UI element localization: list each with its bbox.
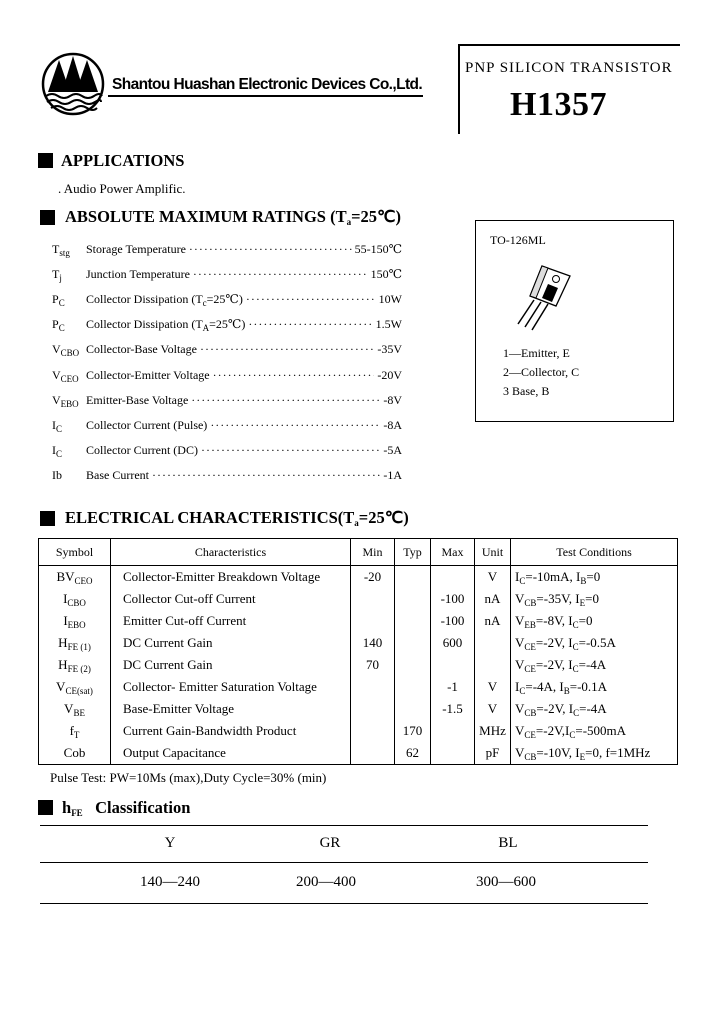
cell-characteristic: Current Gain-Bandwidth Product (111, 720, 351, 742)
rating-symbol (52, 317, 78, 333)
symbol-sub: FE (2) (67, 663, 91, 674)
rating-label-text: Collector Current (DC) (86, 443, 198, 457)
cell-test-condition: $I_C=-4A$, $I_B=-0.1A$ (511, 676, 678, 698)
rating-value: -1A (383, 468, 402, 482)
cell-characteristic: Collector-Emitter Breakdown Voltage (111, 566, 351, 589)
cell-test-condition: $V_{CB}=-10V$, $I_E=0$, f=1MHz (511, 742, 678, 765)
leader-dots (191, 393, 380, 408)
cell-test-condition: $V_{CE}=-2V$, $I_C=-0.5A$ (511, 632, 678, 654)
range-y: 140—240 (140, 874, 200, 890)
rating-label (86, 368, 210, 383)
cell-typ: 62 (395, 742, 431, 765)
table-row (39, 654, 678, 676)
abs-max-condition-sub: a (346, 217, 352, 227)
cell-min (351, 720, 395, 742)
package-name: TO-126ML (490, 233, 546, 247)
rating-symbol-main: T (52, 267, 60, 281)
rating-value: -35V (377, 342, 402, 356)
electrical-condition-end: =25℃) (358, 508, 409, 527)
cell-symbol (39, 742, 111, 765)
rating-symbol-sub: stg (59, 248, 70, 258)
cell-typ (395, 588, 431, 610)
company-logo (40, 50, 106, 118)
rating-symbol-sub: C (58, 323, 65, 333)
rating-label-text: Collector-Base Voltage (86, 342, 197, 356)
cell-typ: 170 (395, 720, 431, 742)
classification-rule-mid (40, 862, 648, 863)
symbol-main: V (64, 700, 74, 716)
electrical-title (65, 508, 409, 528)
leader-dots (213, 368, 375, 383)
rating-symbol-main: I (52, 443, 56, 457)
leader-dots (246, 292, 376, 307)
cell-min: 140 (351, 632, 395, 654)
pin-2: 2—Collector, C (503, 365, 580, 379)
cell-max (431, 742, 475, 765)
cell-typ (395, 654, 431, 676)
rating-value: 10W (378, 292, 402, 306)
rating-label (86, 242, 186, 257)
cell-unit: pF (475, 742, 511, 765)
symbol-sub: CBO (67, 597, 86, 608)
part-number: H1357 (510, 86, 607, 123)
col-min: Min (351, 539, 395, 566)
cell-symbol (39, 676, 111, 698)
rating-row (52, 393, 402, 413)
rating-row (52, 468, 402, 488)
leader-dots (152, 468, 380, 483)
abs-max-title (65, 207, 401, 227)
classification-title-text: Classification (95, 798, 191, 817)
rating-label (86, 443, 198, 458)
cell-min (351, 742, 395, 765)
rating-row (52, 368, 402, 388)
range-gr: 200—400 (296, 874, 356, 890)
cell-characteristic: Output Capacitance (111, 742, 351, 765)
leader-dots (210, 418, 380, 433)
cell-symbol (39, 566, 111, 589)
application-item: . Audio Power Amplific. (58, 181, 186, 196)
rating-symbol-main: P (52, 317, 59, 331)
rating-label (86, 317, 245, 333)
rating-symbol (52, 393, 78, 409)
symbol-sub: CEO (74, 575, 93, 586)
col-characteristics: Characteristics (111, 539, 351, 566)
cell-max: -1 (431, 676, 475, 698)
rating-symbol-sub: CEO (60, 374, 79, 384)
cell-min (351, 676, 395, 698)
cell-unit: V (475, 698, 511, 720)
cell-unit: nA (475, 610, 511, 632)
symbol-sub: BE (73, 707, 85, 718)
cell-typ (395, 632, 431, 654)
rating-value: 55-150℃ (354, 242, 402, 256)
header-divider (458, 44, 460, 134)
symbol-sub: T (73, 729, 80, 740)
table-row (39, 588, 678, 610)
rank-y: Y (164, 835, 176, 851)
table-row (39, 720, 678, 742)
cell-symbol (39, 654, 111, 676)
cell-min: 70 (351, 654, 395, 676)
rating-label (86, 418, 207, 433)
col-symbol: Symbol (39, 539, 111, 566)
header-top-rule (458, 44, 680, 46)
rank-gr: GR (319, 835, 341, 851)
cell-test-condition: $V_{CE}=-2V$, $I_C=-4A$ (511, 654, 678, 676)
cell-max: -1.5 (431, 698, 475, 720)
cell-characteristic: DC Current Gain (111, 632, 351, 654)
cell-unit: V (475, 676, 511, 698)
cell-max (431, 720, 475, 742)
cell-symbol (39, 632, 111, 654)
table-row (39, 676, 678, 698)
rating-label-text: Base Current (86, 468, 149, 482)
section-bullet (40, 210, 55, 225)
table-row (39, 632, 678, 654)
rating-label-end: =25℃) (206, 292, 243, 306)
symbol-sub: EBO (67, 619, 86, 630)
electrical-condition: (T (337, 508, 355, 527)
cell-max (431, 654, 475, 676)
table-row (39, 610, 678, 632)
symbol-main: I (63, 590, 68, 606)
symbol-main: Cob (63, 744, 86, 760)
cell-max (431, 566, 475, 589)
transistor-type: PNP SILICON TRANSISTOR (465, 60, 673, 76)
rating-label-text: Storage Temperature (86, 242, 186, 256)
rating-label-text: Collector Dissipation (T (86, 317, 203, 331)
table-row (39, 566, 678, 589)
rank-bl: BL (498, 835, 518, 851)
symbol-main: V (56, 678, 66, 694)
cell-test-condition: $I_C=-10mA$, $I_B=0$ (511, 566, 678, 589)
symbol-sub: CE(sat) (65, 685, 93, 696)
rating-symbol (52, 292, 78, 308)
applications-title: APPLICATIONS (61, 151, 185, 170)
abs-max-title-text: ABSOLUTE MAXIMUM RATINGS (65, 207, 326, 226)
rating-symbol (52, 368, 78, 384)
col-typ: Typ (395, 539, 431, 566)
cell-characteristic: Collector Cut-off Current (111, 588, 351, 610)
rating-label-text: Junction Temperature (86, 267, 190, 281)
rating-symbol-main: Ib (52, 468, 62, 482)
rating-row (52, 317, 402, 337)
range-bl: 300—600 (476, 874, 536, 890)
cell-test-condition: $V_{CE}=-2V,I_C=-500mA$ (511, 720, 678, 742)
cell-typ (395, 610, 431, 632)
symbol-sub: FE (1) (67, 641, 91, 652)
table-row (39, 742, 678, 765)
classification-rule-bottom (40, 903, 648, 904)
section-bullet (38, 153, 53, 168)
rating-row (52, 242, 402, 262)
cell-unit (475, 632, 511, 654)
rating-value: 150℃ (370, 267, 402, 281)
rating-symbol-sub: C (58, 298, 65, 308)
electrical-condition-sub: a (354, 518, 359, 528)
cell-unit: V (475, 566, 511, 589)
rating-symbol (52, 342, 78, 358)
rating-label-sub: A (202, 323, 210, 333)
pulse-test-note: Pulse Test: PW=10Ms (max),Duty Cycle=30% (min) (50, 770, 327, 785)
rating-row (52, 292, 402, 312)
cell-characteristic: Collector- Emitter Saturation Voltage (111, 676, 351, 698)
to126-package-drawing (508, 262, 578, 334)
rating-label-text: Emitter-Base Voltage (86, 393, 189, 407)
cell-characteristic: Base-Emitter Voltage (111, 698, 351, 720)
cell-test-condition: $V_{EB}=-8V$, $I_C=0$ (511, 610, 678, 632)
rating-row (52, 267, 402, 287)
rating-row (52, 443, 402, 463)
symbol-main: H (58, 656, 68, 672)
classification-title (62, 798, 190, 818)
rating-label (86, 267, 190, 282)
symbol-main: BV (56, 568, 75, 584)
rating-row (52, 342, 402, 362)
electrical-title-text: ELECTRICAL CHARACTERISTICS (65, 508, 338, 527)
col-unit: Unit (475, 539, 511, 566)
company-underline (108, 95, 423, 97)
rating-symbol-sub: EBO (60, 399, 79, 409)
cell-max: -100 (431, 588, 475, 610)
leader-dots (193, 267, 368, 282)
rating-value: 1.5W (375, 317, 402, 331)
symbol-main: H (58, 634, 68, 650)
cell-max: 600 (431, 632, 475, 654)
cell-min (351, 588, 395, 610)
rating-value: -8V (383, 393, 402, 407)
cell-unit (475, 654, 511, 676)
rating-value: -5A (383, 443, 402, 457)
rating-label (86, 292, 243, 308)
rating-label-text: Collector-Emitter Voltage (86, 368, 210, 382)
cell-symbol (39, 610, 111, 632)
company-name: Shantou Huashan Electronic Devices Co.,Ltd. (112, 76, 423, 93)
cell-min (351, 610, 395, 632)
rating-symbol (52, 443, 78, 459)
cell-characteristic: DC Current Gain (111, 654, 351, 676)
rating-symbol-main: V (52, 393, 61, 407)
classification-sub: FE (71, 808, 83, 818)
cell-symbol (39, 698, 111, 720)
cell-min: -20 (351, 566, 395, 589)
rating-symbol-sub: j (59, 273, 62, 283)
rating-symbol-main: P (52, 292, 59, 306)
rating-symbol (52, 267, 78, 283)
table-header-row (39, 539, 678, 566)
abs-max-condition-end: =25℃) (351, 207, 402, 226)
classification-rule-top (40, 825, 648, 826)
rating-symbol-main: T (52, 242, 60, 256)
rating-label-text: Collector Current (Pulse) (86, 418, 208, 432)
rating-label (86, 393, 188, 408)
leader-dots (200, 342, 374, 357)
rating-label-text: Collector Dissipation (T (86, 292, 203, 306)
rating-symbol-sub: CBO (60, 348, 80, 358)
cell-symbol (39, 720, 111, 742)
pin-1: 1—Emitter, E (503, 346, 570, 360)
leader-dots (189, 242, 352, 257)
rating-symbol-main: I (52, 418, 56, 432)
classification-sym: h (62, 798, 72, 817)
cell-max: -100 (431, 610, 475, 632)
symbol-main: I (63, 612, 68, 628)
rating-symbol-sub: C (56, 449, 63, 459)
table-row (39, 698, 678, 720)
rating-label (86, 468, 149, 483)
cell-unit: nA (475, 588, 511, 610)
cell-min (351, 698, 395, 720)
rating-label-end: =25℃) (209, 317, 246, 331)
section-bullet (38, 800, 53, 815)
rating-symbol-main: V (52, 368, 61, 382)
cell-typ (395, 676, 431, 698)
col-max: Max (431, 539, 475, 566)
cell-symbol (39, 588, 111, 610)
rating-value: -20V (377, 368, 402, 382)
cell-test-condition: $V_{CB}=-2V$, $I_C=-4A$ (511, 698, 678, 720)
rating-symbol (52, 418, 78, 434)
cell-characteristic: Emitter Cut-off Current (111, 610, 351, 632)
leader-dots (201, 443, 380, 458)
leader-dots (248, 317, 372, 332)
rating-symbol-sub: C (56, 424, 63, 434)
rating-symbol (52, 468, 78, 484)
col-test-conditions: Test Conditions (511, 539, 678, 566)
rating-symbol-main: V (52, 342, 61, 356)
rating-label-sub: c (202, 298, 207, 308)
abs-max-condition: (T (330, 207, 347, 226)
electrical-table (38, 538, 678, 765)
rating-value: -8A (383, 418, 402, 432)
section-bullet (40, 511, 55, 526)
cell-unit: MHz (475, 720, 511, 742)
pin-3: 3 Base, B (503, 384, 550, 398)
rating-symbol (52, 242, 78, 258)
rating-row (52, 418, 402, 438)
cell-test-condition: $V_{CB}=-35V$, $I_E=0$ (511, 588, 678, 610)
rating-label (86, 342, 197, 357)
cell-typ (395, 566, 431, 589)
cell-typ (395, 698, 431, 720)
symbol-main: f (69, 722, 74, 738)
